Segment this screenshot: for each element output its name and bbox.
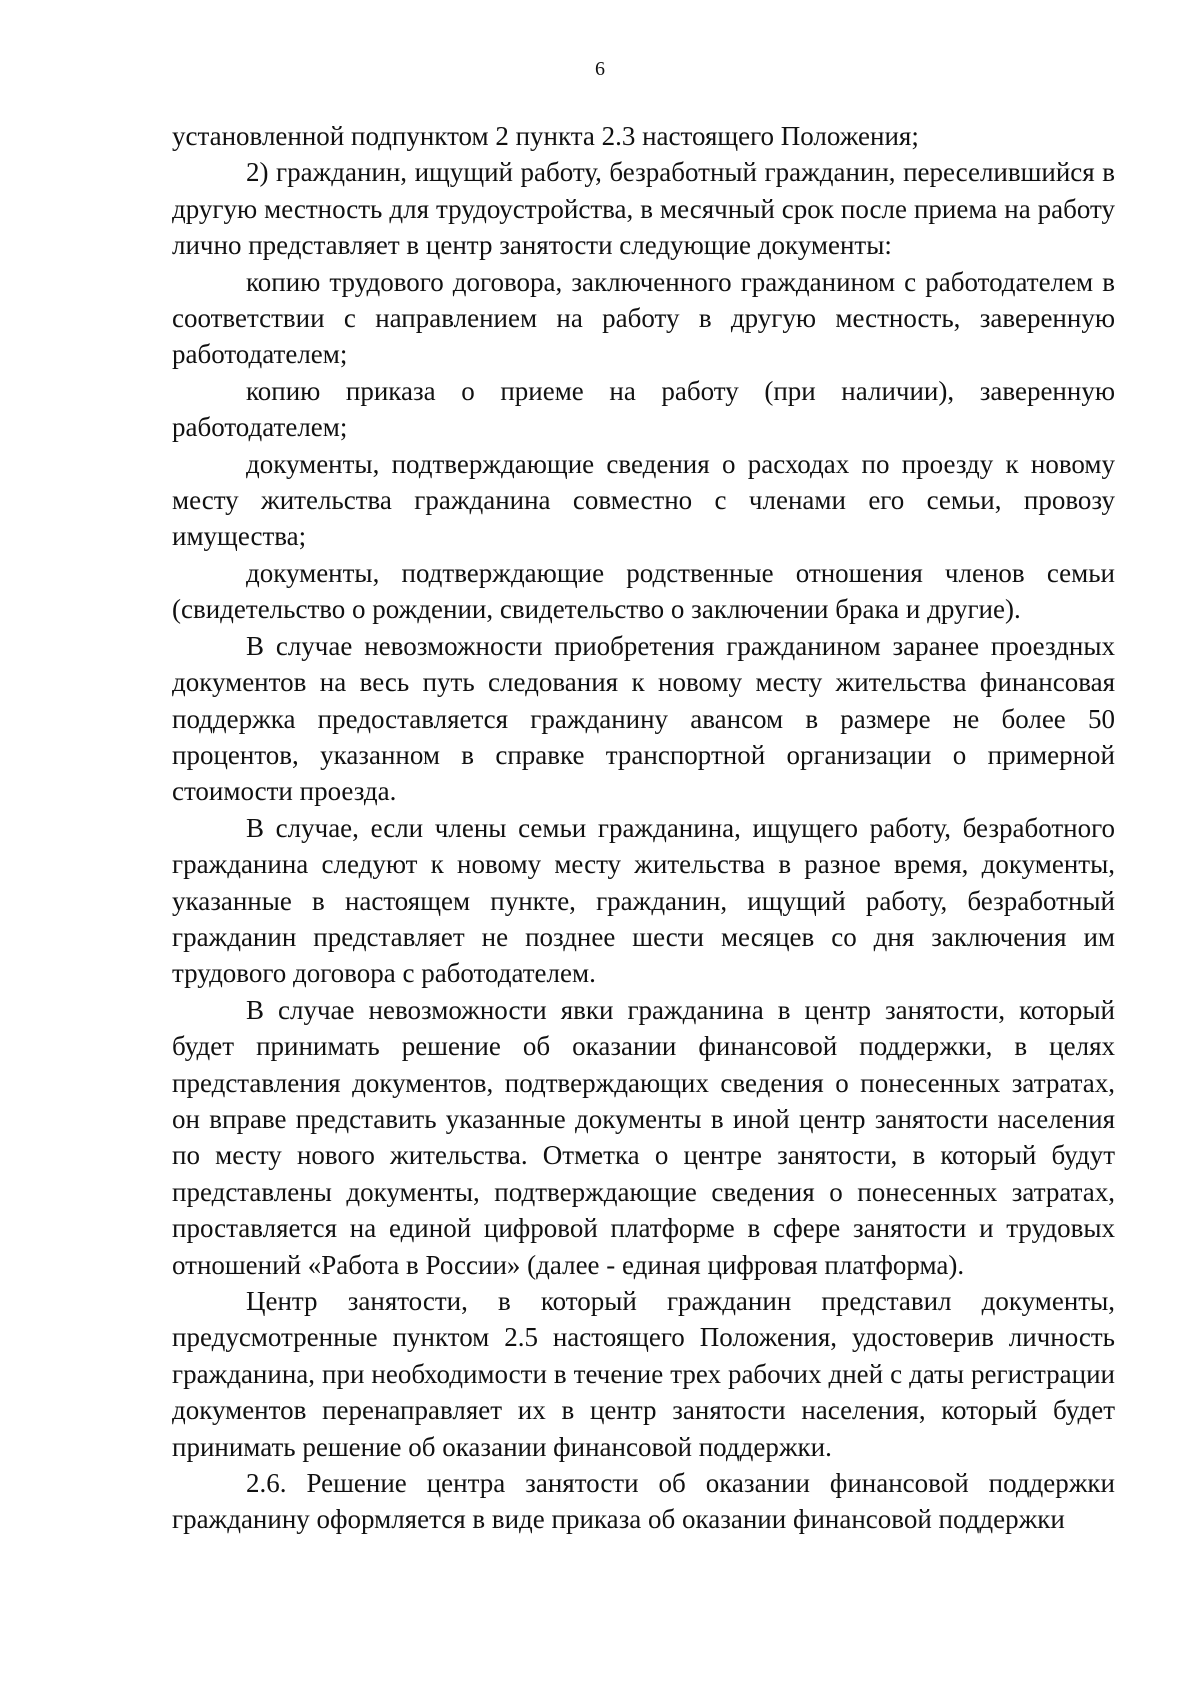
paragraph: 2) гражданин, ищущий работу, безработный гражданин, переселившийся в другую местность для трудоустройства, в месячный срок после приема на работу лично представляет в центр занятости следующие документы: [172,157,1115,261]
document-body [172,118,1115,1538]
paragraph: В случае, если члены семьи гражданина, ищущего работу, безработного гражданина следуют к новому месту жительства в разное время, документы, указанные в настоящем пункте, гражданин, ищущий работу, безработный гражданин представляет не позднее шести месяцев со дня заключения им трудового договора с работодателем. [172,812,1115,989]
paragraph: документы, подтверждающие сведения о расходах по проезду к новому месту жительства гражданина совместно с членами его семьи, провозу имущества; [172,448,1115,552]
paragraph: 2.6. Решение центра занятости об оказании финансовой поддержки гражданину оформляется в виде приказа об оказании финансовой поддержки [172,1468,1115,1535]
paragraph: копию трудового договора, заключенного гражданином с работодателем в соответствии с направлением на работу в другую местность, заверенную работодателем; [172,266,1115,370]
paragraph: В случае невозможности приобретения гражданином заранее проездных документов на весь путь следования к новому месту жительства финансовая поддержка предоставляется гражданину авансом в размере не более 50 процентов, указанном в справке транспортной организации о примерной стоимости проезда. [172,630,1115,807]
page-number: 6 [595,58,605,80]
paragraph: установленной подпунктом 2 пункта 2.3 настоящего Положения; [172,121,919,151]
paragraph: документы, подтверждающие родственные отношения членов семьи (свидетельство о рождении, свидетельство о заключении брака и другие). [172,557,1115,625]
paragraph: В случае невозможности явки гражданина в центр занятости, который будет принимать решение об оказании финансовой поддержки, в целях представления документов, подтверждающих сведения о понесенных затратах, он вправе представить указанные документы в иной центр занятости населения по месту нового жительства. Отметка о центре занятости, в который будут представлены документы, подтверждающие сведения о понесенных затратах, проставляется на единой цифровой платформе в сфере занятости и трудовых отношений «Работа в России» (далее - единая цифровая платформа). [172,994,1115,1280]
paragraph: копию приказа о приеме на работу (при наличии), заверенную работодателем; [172,375,1115,443]
paragraph: Центр занятости, в который гражданин представил документы, предусмотренные пунктом 2.5 настоящего Положения, удостоверив личность гражданина, при необходимости в течение трех рабочих дней с даты регистрации документов перенаправляет их в центр занятости населения, который будет принимать решение об оказании финансовой поддержки. [172,1286,1115,1462]
